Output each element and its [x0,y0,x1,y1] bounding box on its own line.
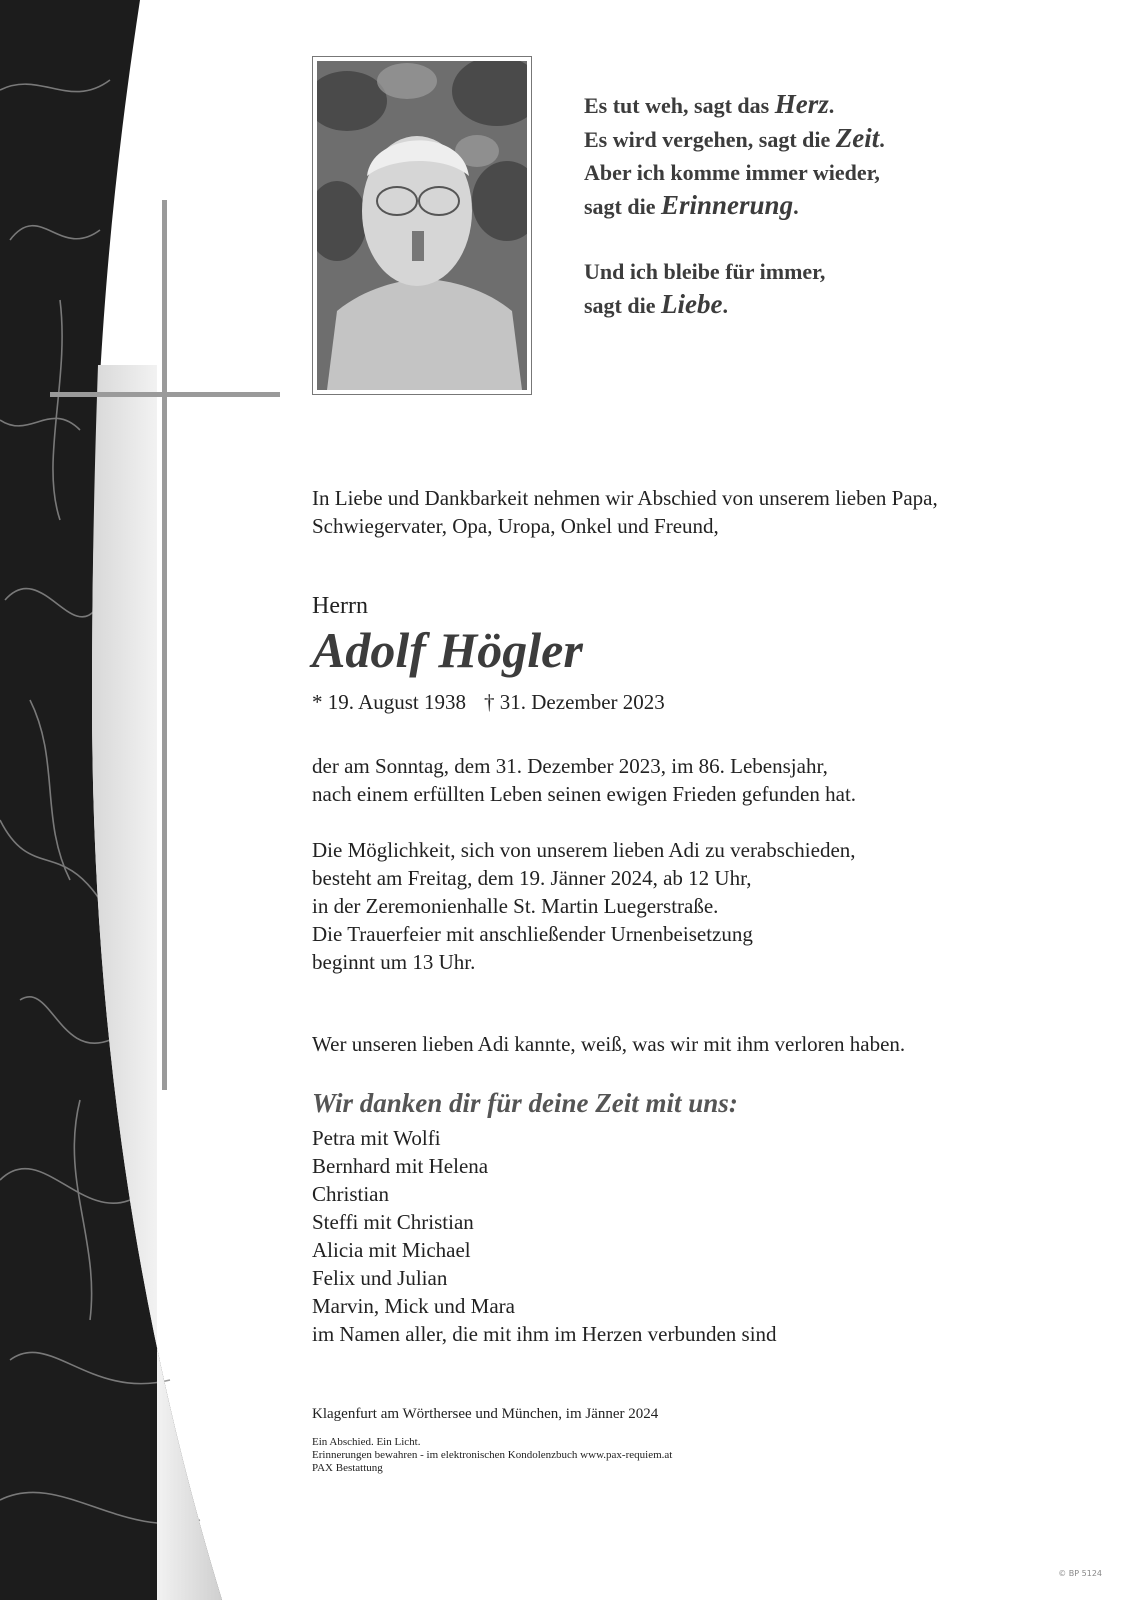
poem-line [584,288,885,322]
poem [584,88,885,322]
passing-line: der am Sonntag, dem 31. Dezember 2023, im 86. Lebensjahr, [312,754,828,778]
intro-text [312,484,1072,540]
life-dates [312,688,1072,716]
poem-line [584,255,885,288]
poem-line [584,122,885,156]
poem-text: sagt die [584,194,661,219]
passing-line: nach einem erfüllten Leben seinen ewigen Frieden gefunden hat. [312,782,857,806]
footer [312,1436,1072,1475]
death-date: † 31. Dezember 2023 [484,690,665,714]
cross-horizontal-bar [50,392,280,397]
salutation: Herrn [312,593,368,619]
print-code: © BP 5124 [1058,1569,1102,1578]
poem-emphasis: Zeit [835,123,880,153]
farewell-line: besteht am Freitag, dem 19. Jänner 2024, ab 12 Uhr, [312,866,752,890]
mourner-item: Steffi mit Christian [312,1210,474,1234]
intro-line: In Liebe und Dankbarkeit nehmen wir Abschied von unserem lieben Papa, [312,486,938,510]
mourner-item: im Namen aller, die mit ihm im Herzen verbunden sind [312,1322,777,1346]
farewell-line: Die Trauerfeier mit anschließender Urnenbeisetzung [312,922,753,946]
farewell-line: in der Zeremonienhalle St. Martin Luegerstraße. [312,894,719,918]
mourner-item: Alicia mit Michael [312,1238,471,1262]
poem-line [584,189,885,223]
cross-vertical-bar [162,200,167,1090]
intro-line: Schwiegervater, Opa, Uropa, Onkel und Freund, [312,514,719,538]
poem-text: Aber ich komme immer wieder, [584,160,880,185]
marble-cross-decoration [0,0,300,1600]
portrait-photo [312,56,532,395]
poem-emphasis: Herz [774,89,829,119]
poem-emphasis: Liebe [661,289,723,319]
remembrance-text: Wer unseren lieben Adi kannte, weiß, was wir mit ihm verloren haben. [312,1032,906,1056]
birth-date: * 19. August 1938 [312,690,467,714]
poem-text: Es tut weh, sagt das [584,93,775,118]
stanza-gap [584,223,885,255]
farewell-text [312,836,1072,976]
footer-line: Erinnerungen bewahren - im elektronischen Kondolenzbuch www.pax-requiem.at [312,1449,673,1461]
farewell-line: beginnt um 13 Uhr. [312,950,476,974]
poem-punctuation: . [879,127,885,152]
thanks-heading: Wir danken dir für deine Zeit mit uns: [312,1088,738,1118]
mourner-item: Bernhard mit Helena [312,1154,489,1178]
poem-punctuation: . [722,293,728,318]
mourner-item: Felix und Julian [312,1266,448,1290]
footer-line: PAX Bestattung [312,1462,383,1474]
mourners-list [312,1124,1072,1348]
poem-line [584,88,885,122]
footer-line: Ein Abschied. Ein Licht. [312,1436,421,1448]
mourner-item: Petra mit Wolfi [312,1126,441,1150]
passing-text [312,752,1072,808]
deceased-name: Adolf Högler [312,622,583,678]
mourner-item: Christian [312,1182,389,1206]
poem-punctuation: . [793,194,799,219]
notice-body [312,484,1072,1475]
place-date: Klagenfurt am Wörthersee und München, im Jänner 2024 [312,1406,659,1422]
poem-text: sagt die [584,293,661,318]
farewell-line: Die Möglichkeit, sich von unserem lieben Adi zu verabschieden, [312,838,856,862]
poem-punctuation: . [828,93,835,118]
poem-text: Es wird vergehen, sagt die [584,127,836,152]
poem-emphasis: Erinnerung [661,190,794,220]
mourner-item: Marvin, Mick und Mara [312,1294,515,1318]
poem-line [584,156,885,189]
poem-text: Und ich bleibe für immer, [584,259,826,284]
